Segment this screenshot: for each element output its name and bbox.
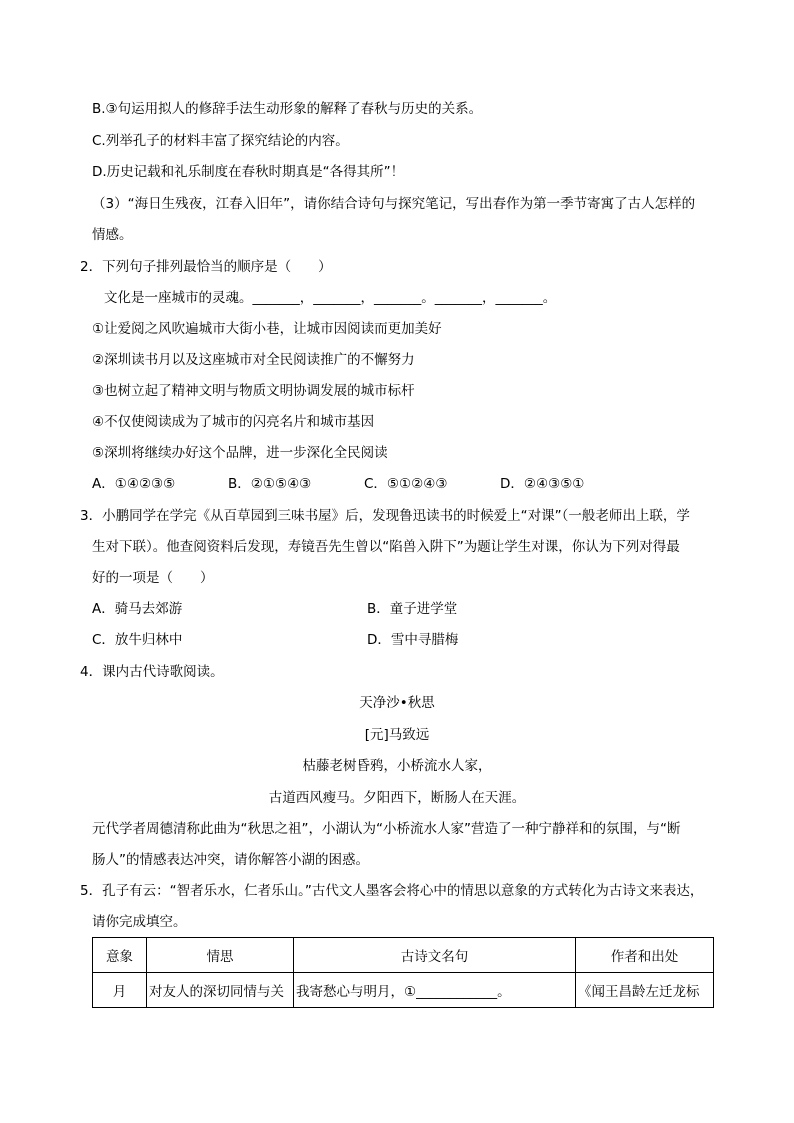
q5-line1: 5．孔子有云：“智者乐水，仁者乐山。”古代文人墨客会将心中的情思以意象的方式转化为古诗文来表达，: [80, 883, 704, 899]
q1-option-b: B.③句运用拟人的修辞手法生动形象的解释了春秋与历史的关系。: [92, 101, 483, 117]
table-cell: 对友人的深切同情与关: [147, 973, 294, 1008]
q1-option-d: D.历史记载和礼乐制度在春秋时期真是“各得其所”！: [92, 164, 405, 180]
q5-table: [92, 937, 714, 1008]
poem-author: [元]马致远: [364, 727, 430, 743]
q3-option-d: D．雪中寻腊梅: [367, 632, 459, 648]
q3-option-b: B．童子进学堂: [367, 601, 458, 617]
table-row: [93, 973, 714, 1008]
table-header-cell: 意象: [93, 938, 147, 973]
table-header-cell: 古诗文名句: [294, 938, 576, 973]
q5-line2: 请你完成填空。: [92, 914, 187, 930]
q2-option-b: B．②①⑤④③: [228, 476, 312, 492]
q3-option-a: A．骑马去郊游: [92, 601, 183, 617]
q4-question-line2: 肠人”的情感表达冲突，请你解答小湖的困惑。: [92, 852, 369, 868]
q1-option-c: C.列举孔子的材料丰富了探究结论的内容。: [92, 133, 349, 149]
q2-item-1: ①让爱阅之风吹遍城市大街小巷，让城市因阅读而更加美好: [92, 321, 442, 337]
q2-item-4: ④不仅使阅读成为了城市的闪亮名片和城市基因: [92, 414, 375, 430]
q2-sentence: 文化是一座城市的灵魂。_______，_______，_______。_______，_______。: [104, 290, 557, 306]
table-header-cell: 作者和出处: [576, 938, 714, 973]
poem-line-1: 枯藤老树昏鸦，小桥流水人家，: [302, 758, 492, 774]
q3-line1: 3．小鹏同学在学完《从百草园到三味书屋》后，发现鲁迅读书的时候爱上“对课”（一般老师出上联，学: [80, 508, 690, 524]
q1-sub3-line2: 情感。: [92, 227, 133, 243]
poem-title: 天净沙•秋思: [359, 695, 435, 711]
table-header-row: [93, 938, 714, 973]
q1-sub3-line1: （3）“海日生残夜，江春入旧年”，请你结合诗句与探究笔记，写出春作为第一季节寄寓了古人怎样的: [92, 196, 696, 212]
q2-stem: 2．下列句子排列最恰当的顺序是（ ）: [80, 259, 332, 275]
q2-item-5: ⑤深圳将继续办好这个品牌，进一步深化全民阅读: [92, 445, 388, 461]
table-cell: 《闻王昌龄左迁龙标: [576, 973, 714, 1008]
poem-line-2: 古道西风瘦马。夕阳西下，断肠人在天涯。: [268, 790, 526, 806]
q2-option-a: A．①④②③⑤: [92, 476, 176, 492]
q3-option-c: C．放牛归林中: [92, 632, 183, 648]
q4-question-line1: 元代学者周德清称此曲为“秋思之祖”，小湖认为“小桥流水人家”营造了一种宁静祥和的氛围，与“断: [92, 821, 681, 837]
q2-option-d: D．②④③⑤①: [500, 476, 585, 492]
q3-line3: 好的一项是（ ）: [92, 570, 214, 586]
q3-line2: 生对下联）。他查阅资料后发现，寿镜吾先生曾以“陷兽入阱下”为题让学生对课，你认为下列对得最: [92, 539, 680, 555]
q2-item-3: ③也树立起了精神文明与物质文明协调发展的城市标杆: [92, 383, 415, 399]
q4-stem: 4．课内古代诗歌阅读。: [80, 664, 224, 680]
table-cell: 我寄愁心与明月，①____________。: [294, 973, 576, 1008]
q2-option-c: C．⑤①②④③: [364, 476, 448, 492]
table-cell: 月: [93, 973, 147, 1008]
table-header-cell: 情思: [147, 938, 294, 973]
q2-item-2: ②深圳读书月以及这座城市对全民阅读推广的不懈努力: [92, 352, 415, 368]
